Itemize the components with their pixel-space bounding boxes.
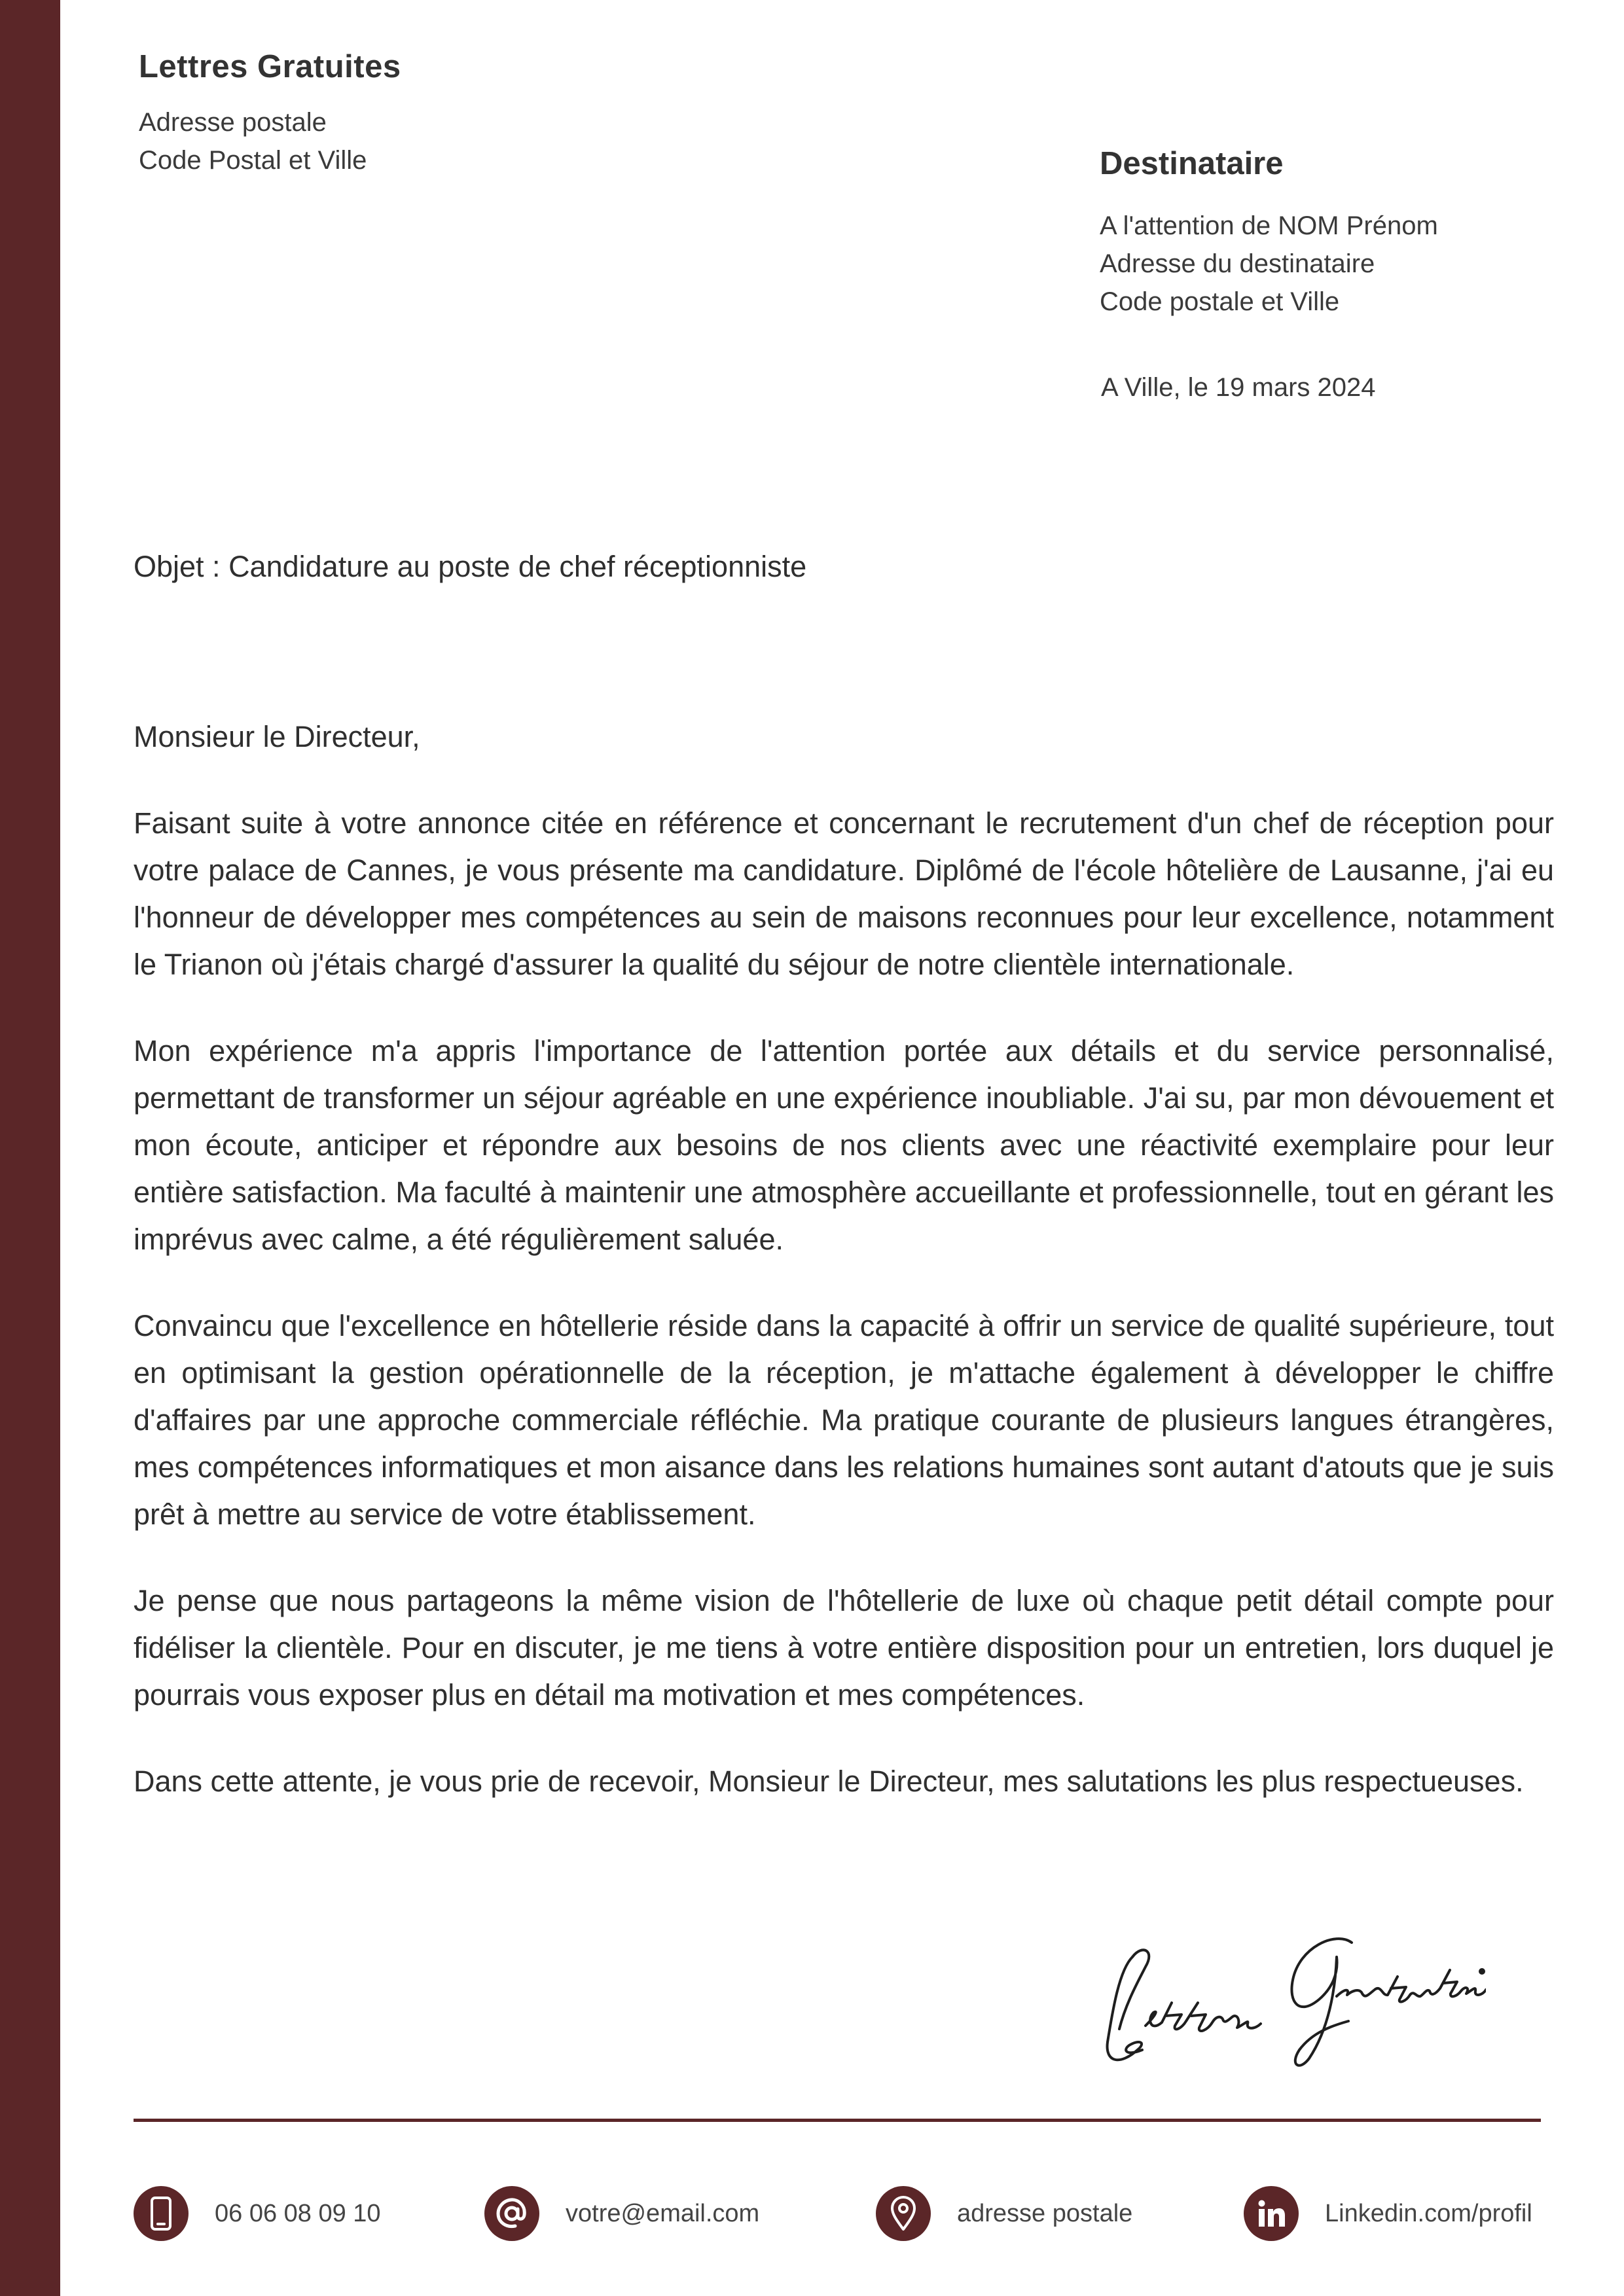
contact-address-text: adresse postale — [957, 2199, 1133, 2227]
location-pin-icon — [876, 2186, 931, 2241]
letter-body — [134, 713, 1554, 1844]
phone-icon — [134, 2186, 189, 2241]
linkedin-icon — [1244, 2186, 1299, 2241]
sender-block — [139, 48, 401, 179]
sender-address-line-2: Code Postal et Ville — [139, 146, 367, 175]
recipient-address-line: Adresse du destinataire — [1100, 249, 1375, 278]
contact-linkedin — [1244, 2186, 1532, 2241]
sender-name: Lettres Gratuites — [139, 49, 401, 84]
footer-divider — [134, 2119, 1541, 2122]
salutation: Monsieur le Directeur, — [134, 720, 420, 753]
letter-date: A Ville, le 19 mars 2024 — [1101, 373, 1376, 402]
body-paragraph-4: Je pense que nous partageons la même vision de l'hôtellerie de luxe où chaque petit détail compte pour fidéliser la clientèle. Pour en discuter, je me tiens à votre entière disposition pour un entretien, lors duquel je pourrais vous exposer plus en détail ma motivation et mes compétences. — [134, 1584, 1554, 1712]
sender-address-line-1: Adresse postale — [139, 108, 327, 137]
recipient-block — [1100, 145, 1438, 321]
recipient-city-line: Code postale et Ville — [1100, 287, 1340, 316]
handwritten-signature — [1093, 1911, 1486, 2081]
contact-email-text: votre@email.com — [566, 2199, 760, 2227]
contact-phone-text: 06 06 08 09 10 — [215, 2199, 381, 2227]
email-at-icon — [484, 2186, 539, 2241]
contact-linkedin-text: Linkedin.com/profil — [1325, 2199, 1532, 2227]
letter-subject: Objet : Candidature au poste de chef réceptionniste — [134, 550, 807, 583]
body-paragraph-2: Mon expérience m'a appris l'importance de l'attention portée aux détails et du service personnalisé, permettant de transformer un séjour agréable en une expérience inoubliable. J'ai su, par mon dévouement et mon écoute, anticiper et répondre aux besoins de nos clients avec une réactivité exemplaire pour leur entière satisfaction. Ma faculté à maintenir une atmosphère accueillante et professionnelle, tout en gérant les imprévus avec calme, a été régulièrement saluée. — [134, 1034, 1554, 1256]
contact-phone — [134, 2186, 381, 2241]
contact-email — [484, 2186, 759, 2241]
body-paragraph-1: Faisant suite à votre annonce citée en référence et concernant le recrutement d'un chef de réception pour votre palace de Cannes, je vous présente ma candidature. Diplômé de l'école hôtelière de Lausanne, j'ai eu l'honneur de développer mes compétences au sein de maisons reconnues pour leur excellence, notamment le Trianon où j'étais chargé d'assurer la qualité du séjour de notre clientèle internationale. — [134, 806, 1554, 981]
recipient-attention-line: A l'attention de NOM Prénom — [1100, 211, 1438, 240]
closing-paragraph: Dans cette attente, je vous prie de recevoir, Monsieur le Directeur, mes salutations les plus respectueuses. — [134, 1765, 1524, 1798]
contact-address — [876, 2186, 1132, 2241]
left-accent-bar — [0, 0, 60, 2296]
recipient-title: Destinataire — [1100, 146, 1284, 181]
body-paragraph-3: Convaincu que l'excellence en hôtellerie réside dans la capacité à offrir un service de qualité supérieure, tout en optimisant la gestion opérationnelle de la réception, je m'attache également à développer le chiffre d'affaires par une approche commerciale réfléchie. Ma pratique courante de plusieurs langues étrangères, mes compétences informatiques et mon aisance dans les relations humaines sont autant d'atouts que je suis prêt à mettre au service de votre établissement. — [134, 1309, 1554, 1531]
